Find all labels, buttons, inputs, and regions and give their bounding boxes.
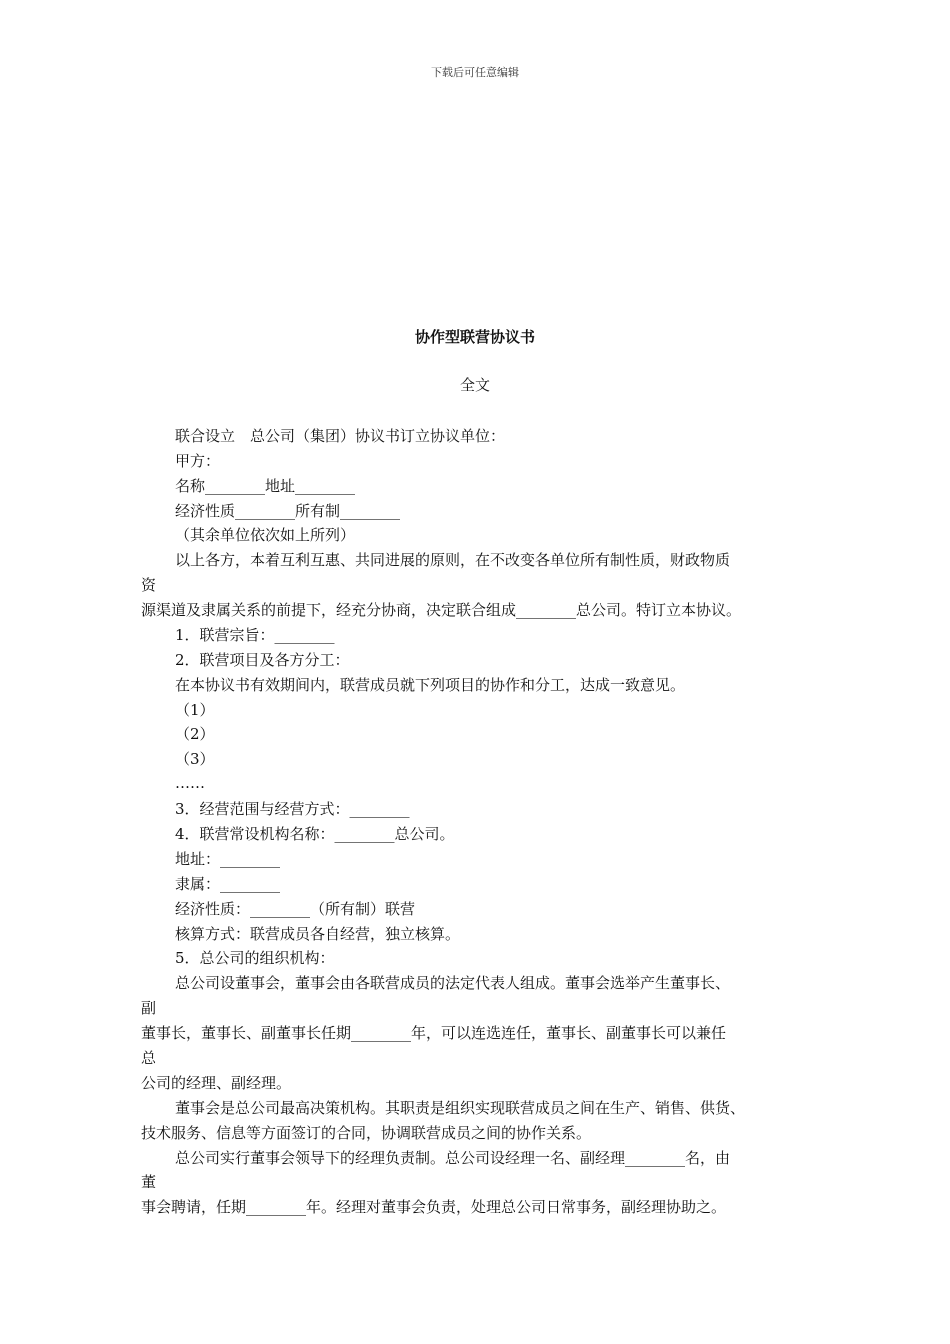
paragraph-line: 总公司实行董事会领导下的经理负责制。总公司设经理一名、副经理________名，由 <box>175 1149 731 1167</box>
paragraph-line: 副 <box>141 999 157 1017</box>
paragraph-line: 在本协议书有效期间内，联营成员就下列项目的协作和分工，达成一致意见。 <box>175 676 686 694</box>
paragraph-line: 经济性质________所有制________ <box>175 502 401 520</box>
paragraph-line: 技术服务、信息等方面签订的合同，协调联营成员之间的协作关系。 <box>141 1124 592 1142</box>
paragraph-line: 以上各方，本着互利互惠、共同进展的原则，在不改变各单位所有制性质，财政物质 <box>175 551 731 569</box>
paragraph-line: （3） <box>175 750 215 768</box>
document-title: 协作型联营协议书 <box>414 328 535 346</box>
paragraph-line: 源渠道及隶属关系的前提下，经充分协商，决定联合组成________总公司。特订立本协议。 <box>141 601 742 619</box>
paragraph-line: 地址：________ <box>175 850 281 868</box>
page-header-note: 下载后可任意编辑 <box>431 66 519 79</box>
paragraph-line: 联合设立 总公司（集团）协议书订立协议单位： <box>175 427 506 445</box>
paragraph-line: （2） <box>175 725 215 743</box>
paragraph-line: 核算方式：联营成员各自经营，独立核算。 <box>175 925 461 943</box>
paragraph-line: 经济性质：________（所有制）联营 <box>175 900 416 918</box>
paragraph-line: 5．总公司的组织机构： <box>175 949 335 967</box>
paragraph-line: 董事会是总公司最高决策机构。其职责是组织实现联营成员之间在生产、销售、供货、 <box>175 1099 746 1117</box>
paragraph-line: 资 <box>141 576 157 594</box>
paragraph-line: 董事长，董事长、副董事长任期________年，可以连选连任，董事长、副董事长可以兼任 <box>141 1024 727 1042</box>
paragraph-line: 总公司设董事会，董事会由各联营成员的法定代表人组成。董事会选举产生董事长、 <box>175 974 731 992</box>
paragraph-line: …… <box>175 774 205 792</box>
paragraph-line: 1．联营宗旨：________ <box>175 626 335 644</box>
paragraph-line: 公司的经理、副经理。 <box>141 1074 292 1092</box>
paragraph-line: 2．联营项目及各方分工： <box>175 651 350 669</box>
paragraph-line: （其余单位依次如上所列） <box>175 526 356 544</box>
paragraph-line: 名称________地址________ <box>175 477 356 495</box>
paragraph-line: 甲方： <box>175 452 221 470</box>
paragraph-line: 隶属：________ <box>175 875 281 893</box>
paragraph-line: 3．经营范围与经营方式：________ <box>175 800 410 818</box>
paragraph-line: 4．联营常设机构名称：________总公司。 <box>175 825 455 843</box>
paragraph-line: 事会聘请，任期________年。经理对董事会负责，处理总公司日常事务，副经理协助之。 <box>141 1198 727 1216</box>
paragraph-line: 总 <box>141 1049 157 1067</box>
paragraph-line: （1） <box>175 701 215 719</box>
paragraph-line: 董 <box>141 1173 157 1191</box>
document-subtitle: 全文 <box>459 376 490 394</box>
